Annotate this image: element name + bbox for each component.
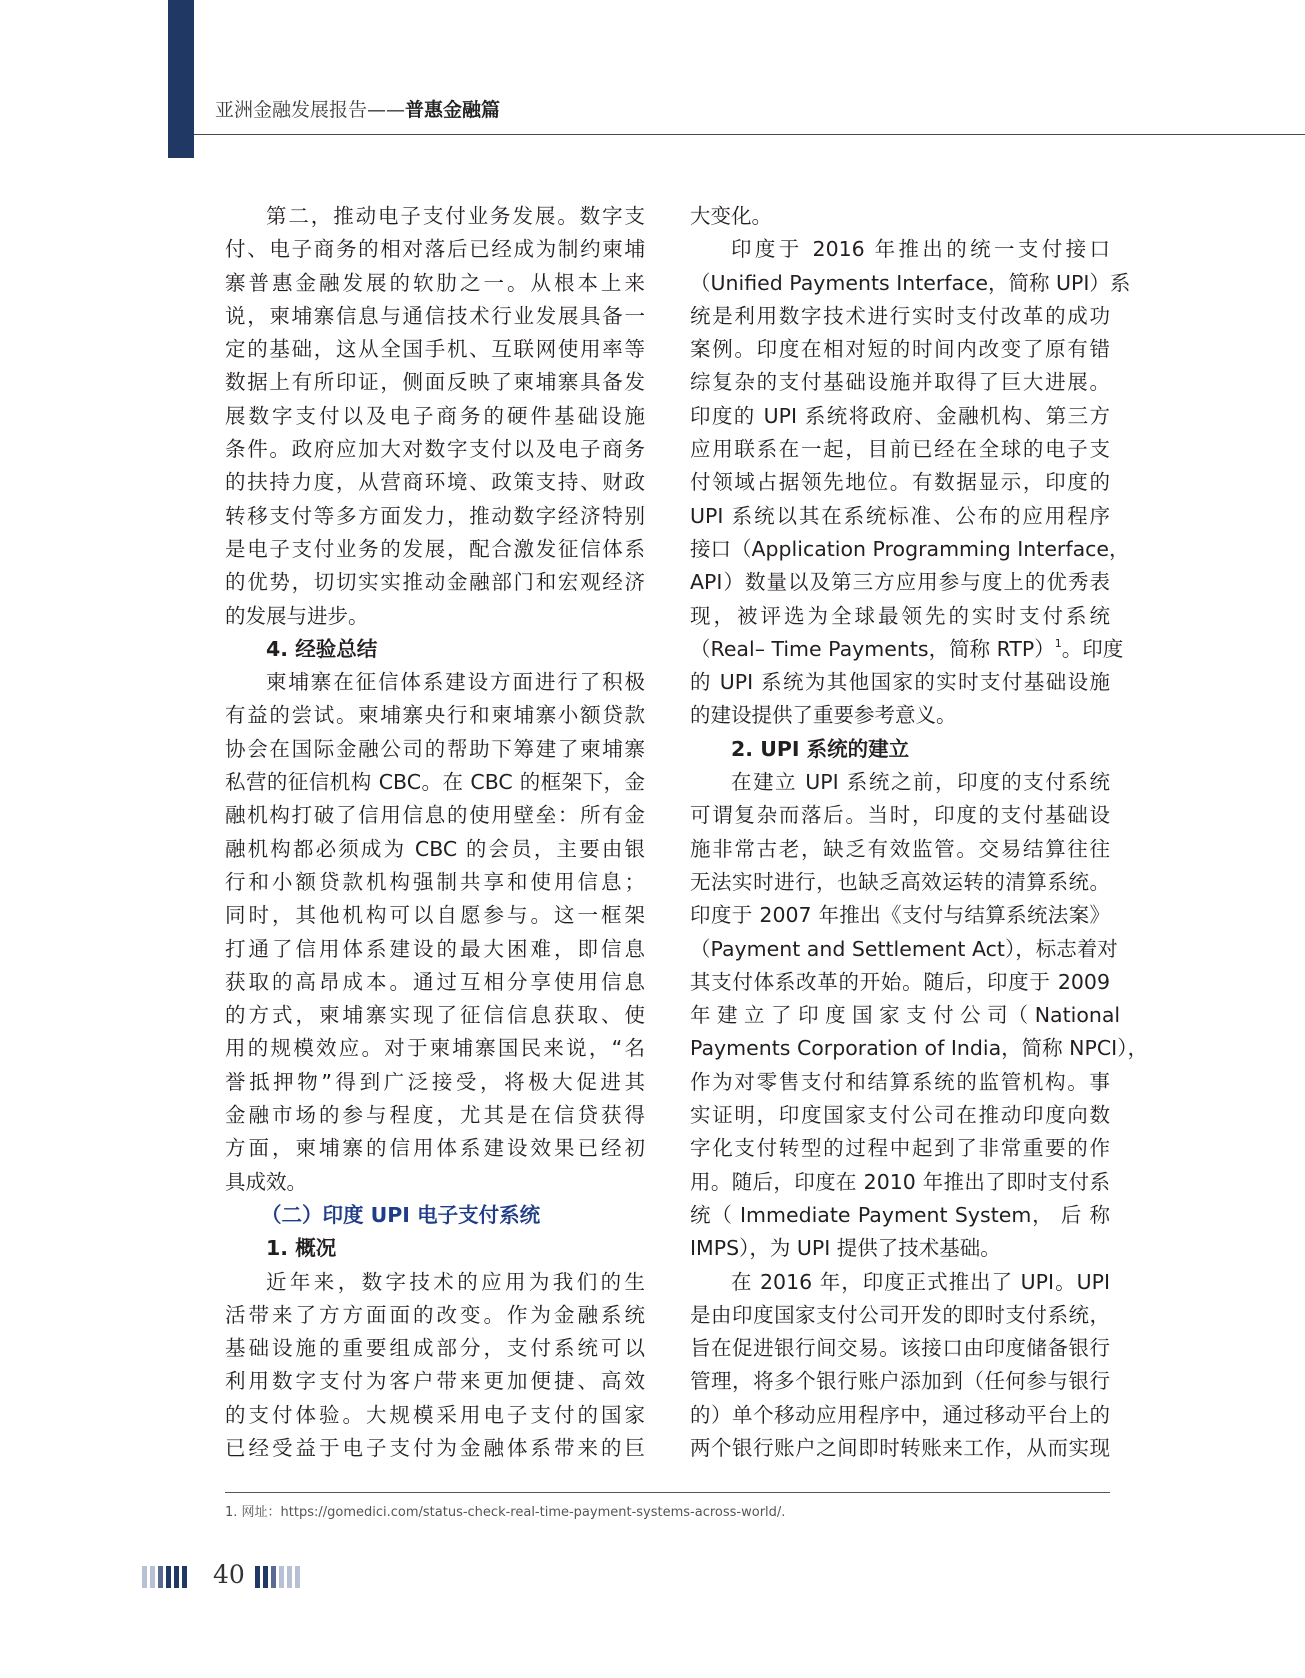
text-line: 作为对零售支付和结算系统的监管机构。事: [690, 1069, 1110, 1094]
footnote: 1. 网址：https://gomedici.com/status-check-real-time-payment-systems-across-world/.: [225, 1505, 786, 1520]
text-line: 用。随后，印度在 2010 年推出了即时支付系: [690, 1169, 1110, 1194]
text-line: 方面，柬埔寨的信用体系建设效果已经初: [225, 1136, 645, 1161]
running-header-bold: 普惠金融篇: [405, 99, 501, 121]
decoration-bar: [150, 1566, 155, 1588]
text-line: 印度于 2016 年推出的统一支付接口: [731, 237, 1110, 262]
text-line: 付、电子商务的相对落后已经成为制约柬埔: [225, 237, 645, 262]
text-line: 转移支付等多方面发力，推动数字经济特别: [225, 503, 645, 528]
text-line: 旨在促进银行间交易。该接口由印度储备银行: [690, 1336, 1110, 1361]
text-line: 年 建 立 了 印 度 国 家 支 付 公 司（ National: [690, 1003, 1121, 1028]
text-line-part: （Real– Time Payments，简称 RTP）: [690, 636, 1055, 661]
text-line-part: 。印度: [1061, 636, 1124, 661]
decoration-bar: [158, 1566, 163, 1588]
text-line: 案例。印度在相对短的时间内改变了原有错: [690, 337, 1110, 362]
subsection-heading: 4. 经验总结: [266, 636, 378, 661]
running-header-regular: 亚洲金融发展报告——: [215, 99, 406, 121]
text-line: 两个银行账户之间即时转账来工作，从而实现: [690, 1435, 1110, 1460]
text-line: 是由印度国家支付公司开发的即时支付系统，: [690, 1302, 1110, 1327]
text-line: 条件。政府应加大对数字支付以及电子商务: [225, 437, 645, 462]
text-line: 已经受益于电子支付为金融体系带来的巨: [225, 1435, 645, 1460]
text-line: 的方式，柬埔寨实现了征信信息获取、使: [225, 1003, 645, 1028]
text-line: 其支付体系改革的开始。随后，印度于 2009: [690, 969, 1110, 994]
text-line: 协会在国际金融公司的帮助下筹建了柬埔寨: [225, 736, 645, 761]
decoration-bar: [182, 1566, 187, 1588]
text-line: 金融市场的参与程度，尤其是在信贷获得: [225, 1103, 645, 1128]
footnote-marker: 1: [1054, 636, 1062, 650]
text-line: 统是利用数字技术进行实时支付改革的成功: [690, 303, 1110, 328]
text-line: 获取的高昂成本。通过互相分享使用信息: [225, 969, 645, 994]
text-line: 是电子支付业务的发展，配合激发征信体系: [225, 536, 645, 561]
text-line: 展数字支付以及电子商务的硬件基础设施: [225, 403, 645, 428]
text-line: 实证明，印度国家支付公司在推动印度向数: [690, 1103, 1110, 1128]
text-line: 的优势，切切实实推动金融部门和宏观经济: [225, 570, 645, 595]
text-line: 融机构都必须成为 CBC 的会员，主要由银: [225, 836, 645, 861]
text-line: 的 UPI 系统为其他国家的实时支付基础设施: [690, 670, 1110, 695]
decoration-bar: [271, 1566, 276, 1588]
text-line: 的支付体验。大规模采用电子支付的国家: [225, 1402, 645, 1427]
text-line: 施非常古老，缺乏有效监管。交易结算往往: [690, 836, 1110, 861]
decoration-bar: [142, 1566, 147, 1588]
text-line: （Payment and Settlement Act），标志着对: [690, 936, 1118, 961]
text-line: 无法实时进行，也缺乏高效运转的清算系统。: [690, 869, 1110, 894]
text-line: 接口（Application Programming Interface，: [690, 536, 1130, 561]
text-line: 第二，推动电子支付业务发展。数字支: [266, 204, 645, 228]
text-line: 的建设提供了重要参考意义。: [690, 703, 957, 728]
text-line: 的发展与进步。: [225, 603, 369, 628]
text-line: Payments Corporation of India，简称 NPCI），: [690, 1036, 1148, 1061]
text-line: 打通了信用体系建设的最大困难，即信息: [225, 936, 645, 961]
text-line: 印度于 2007 年推出《支付与结算系统法案》: [690, 903, 1110, 928]
text-line: UPI 系统以其在系统标准、公布的应用程序: [690, 503, 1110, 528]
text-line: 誉抵押物”得到广泛接受，将极大促进其: [225, 1069, 645, 1094]
text-line: 可谓复杂而落后。当时，印度的支付基础设: [690, 803, 1110, 828]
text-line: 的）单个移动应用程序中，通过移动平台上的: [690, 1402, 1110, 1427]
decoration-bar: [255, 1566, 260, 1588]
text-line: 应用联系在一起，目前已经在全球的电子支: [690, 437, 1110, 462]
decoration-bar: [279, 1566, 284, 1588]
text-line: 付领域占据领先地位。有数据显示，印度的: [690, 470, 1110, 495]
text-line: 字化支付转型的过程中起到了非常重要的作: [690, 1136, 1110, 1161]
text-line: [690, 633, 1124, 666]
text-line: 近年来，数字技术的应用为我们的生: [266, 1269, 645, 1294]
header-color-bar: [168, 0, 194, 158]
text-line: 有益的尝试。柬埔寨央行和柬埔寨小额贷款: [225, 703, 645, 728]
decoration-bar: [174, 1566, 179, 1588]
text-line: 在建立 UPI 系统之前，印度的支付系统: [731, 770, 1110, 795]
subsection-heading: 1. 概况: [266, 1236, 337, 1261]
text-line: 活带来了方方面面的改变。作为金融系统: [225, 1302, 645, 1327]
page-number-decoration-left: [142, 1566, 187, 1588]
right-column: [690, 200, 1148, 1465]
text-line: 柬埔寨在征信体系建设方面进行了积极: [266, 670, 645, 695]
footnote-rule: [225, 1492, 1110, 1493]
decoration-bar: [295, 1566, 300, 1588]
text-line: 利用数字支付为客户带来更加便捷、高效: [225, 1369, 645, 1394]
text-line: 同时，其他机构可以自愿参与。这一框架: [225, 903, 645, 928]
page-number-decoration-right: [255, 1566, 300, 1588]
section-heading: （二）印度 UPI 电子支付系统: [261, 1202, 541, 1227]
decoration-bar: [166, 1566, 171, 1588]
text-line: 私营的征信机构 CBC。在 CBC 的框架下，金: [225, 770, 645, 795]
text-line: 印度的 UPI 系统将政府、金融机构、第三方: [690, 403, 1110, 428]
text-line: 融机构打破了信用信息的使用壁垒：所有金: [225, 803, 645, 828]
decoration-bar: [287, 1566, 292, 1588]
text-line: 具成效。: [225, 1169, 307, 1194]
decoration-bar: [263, 1566, 268, 1588]
text-line: （Unified Payments Interface，简称 UPI）系: [690, 270, 1131, 295]
text-line: 的扶持力度，从营商环境、政策支持、财政: [225, 470, 645, 495]
text-line: IMPS），为 UPI 提供了技术基础。: [690, 1236, 1001, 1261]
text-line: 在 2016 年，印度正式推出了 UPI。UPI: [731, 1269, 1110, 1294]
text-line: 现，被评选为全球最领先的实时支付系统: [690, 603, 1110, 628]
text-line: 定的基础，这从全国手机、互联网使用率等: [225, 337, 645, 362]
text-line: 基础设施的重要组成部分，支付系统可以: [225, 1336, 645, 1361]
text-line: API）数量以及第三方应用参与度上的优秀表: [690, 570, 1110, 595]
text-line: 用的规模效应。对于柬埔寨国民来说，“名: [225, 1036, 645, 1061]
text-line: 行和小额贷款机构强制共享和使用信息；: [225, 869, 645, 894]
running-header: [215, 96, 500, 124]
page-number: 40: [213, 1560, 245, 1589]
left-column: [225, 200, 645, 1465]
header-rule: [194, 134, 1305, 135]
text-line: 综复杂的支付基础设施并取得了巨大进展。: [690, 370, 1110, 395]
text-line: 管理，将多个银行账户添加到（任何参与银行: [690, 1369, 1110, 1394]
text-line: 寨普惠金融发展的软肋之一。从根本上来: [225, 270, 645, 295]
text-line: 大变化。: [690, 204, 772, 228]
subsection-heading: 2. UPI 系统的建立: [731, 736, 910, 761]
text-line: 统（ Immediate Payment System， 后 称: [690, 1202, 1110, 1227]
text-line: 说，柬埔寨信息与通信技术行业发展具备一: [225, 303, 645, 328]
text-line: 数据上有所印证，侧面反映了柬埔寨具备发: [225, 370, 645, 395]
